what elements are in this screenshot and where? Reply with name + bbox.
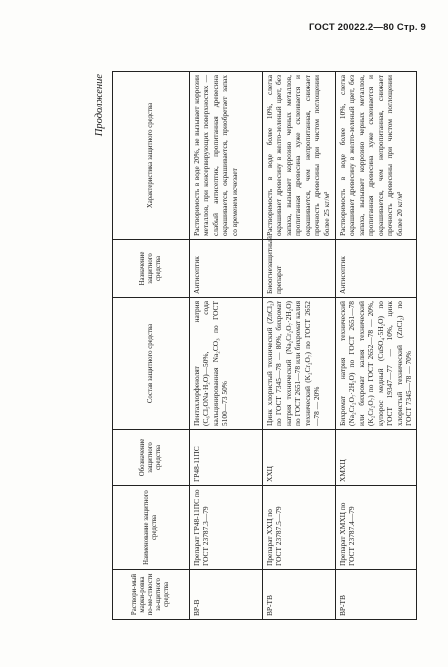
cell-designation: ГР48-11ПС <box>190 430 263 486</box>
rotated-page-content <box>90 72 430 620</box>
continuation-label: Продолжение <box>94 74 105 137</box>
cell-designation: ХМХЦ <box>336 430 417 486</box>
table-row <box>190 72 263 620</box>
table-header-row <box>113 72 190 620</box>
cell-characteristic: Растворимость в воде 20%, не вызывает коррозии металлов, при консервирующих поверхностях — слабый антисептик, пропитанная древесина окрашивается, окрашивается, приобретает запах со временем исчезает <box>190 72 263 240</box>
header-name: Наименование защитного средства <box>113 486 190 570</box>
header-mark: Раствори-мый марки-ровка по-ме-стности за-щитного средства <box>113 570 190 620</box>
cell-characteristic: Растворимость в воде более 10%, слегка окрашивает древесину в желто-зеленый цвет, без запаха, вызывает коррозию черных металлов, пропитанная древесина хуже склеивается и окрашивается, чем непропитанная, снижает прочность древесины при чистом поглощении более 25 кг/м³ <box>263 72 336 240</box>
header-composition: Состав защитного средства <box>113 298 190 430</box>
cell-name: Препарат ГР48-11ПС по ГОСТ 23787.3—79 <box>190 486 263 570</box>
protective-agents-table <box>112 71 417 620</box>
header-designation: Обозначение защитного средства <box>113 430 190 486</box>
cell-purpose: Биоогнезащитный препарат <box>263 240 336 298</box>
cell-mark: ВР-ТВ <box>336 570 417 620</box>
cell-mark: ВР-ТВ <box>263 570 336 620</box>
cell-mark: ВР-В <box>190 570 263 620</box>
cell-composition: Бихромат натрия технический (Na₂Cr₂O₇·2H₂O) по ГОСТ 2651—78 или бихромат калия технический (K₂Cr₂O₇) по ГОСТ 2652—78 — 20%, купорос медный (CuSO₄·5H₂O) по ГОСТ 19347—77 — 10%, цинк хлористый технический (ZnCl₂) по ГОСТ 7345—78 — 70% <box>336 298 417 430</box>
header-characteristic: Характеристика защитного средства <box>113 72 190 240</box>
cell-name: Препарат ХХЦ по ГОСТ 23787.5—79 <box>263 486 336 570</box>
cell-purpose: Антисептик <box>190 240 263 298</box>
cell-composition: Цинк хлористый технический (ZnCl₂) по ГОСТ 7345—78 — 80%, бихромат натрия технический (Na₂Cr₂O₇·2H₂O) по ГОСТ 2651—78 или бихромат калия технический (K₂Cr₂O₇) по ГОСТ 2652—78 — 20% <box>263 298 336 430</box>
table-row <box>263 72 336 620</box>
page-header: ГОСТ 20022.2—80 Стр. 9 <box>308 22 426 33</box>
cell-composition: Пентахлорфенолят натрия (C₆Cl₅ONa·H₂O)—50%, сода кальцинированная Na₂CO₃ по ГОСТ 5100—73 50% <box>190 298 263 430</box>
table-row <box>336 72 417 620</box>
cell-purpose: Антисептик <box>336 240 417 298</box>
cell-characteristic: Растворимость в воде более 10%, слегка окрашивает древесину в желто-зеленый цвет, без запаха, вызывает коррозию черных металлов, пропитанная древесина хуже склеивается и окрашивается, чем непропитанная, снижает прочность древесины при чистом поглощении более 20 кг/м³ <box>336 72 417 240</box>
cell-designation: ХХЦ <box>263 430 336 486</box>
cell-name: Препарат ХМХЦ по ГОСТ 23787.4—79 <box>336 486 417 570</box>
header-purpose: Назначение защитного средства <box>113 240 190 298</box>
